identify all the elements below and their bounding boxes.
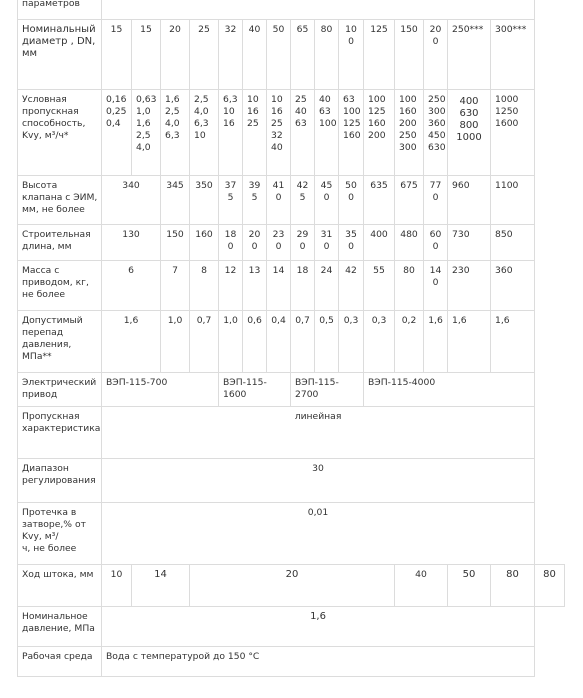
flow-char-label-line: Пропускная xyxy=(22,411,80,422)
leak-label-line: Протечка в xyxy=(22,507,77,518)
stroke-row xyxy=(18,565,565,607)
drive-cell: ВЭП-115-2700 xyxy=(291,373,364,407)
dn-label-cell xyxy=(18,20,102,90)
kvy-value: 16 xyxy=(223,118,235,129)
length-cell: 130 xyxy=(102,225,161,261)
height-cell: 500 xyxy=(339,176,364,225)
kvy-value: 0,25 xyxy=(106,106,127,117)
range-cell: 30 xyxy=(102,459,535,503)
length-cell: 730 xyxy=(448,225,491,261)
kvy-value: 160 xyxy=(368,118,386,129)
kvy-value: 6,3 xyxy=(194,118,209,129)
dp-row xyxy=(18,311,565,373)
kvy-value: 25 xyxy=(271,118,283,129)
kvy-value: 1000 xyxy=(456,132,482,143)
kvy-value: 1250 xyxy=(495,106,519,117)
dp-cell: 1,6 xyxy=(491,311,535,373)
mass-cell: 8 xyxy=(190,261,219,311)
spec-table xyxy=(17,0,565,677)
leak-label-line: затворе,% от xyxy=(22,519,86,530)
kvy-value: 100 xyxy=(368,94,386,105)
length-cell: 400 xyxy=(364,225,395,261)
kvy-cell xyxy=(132,90,161,176)
kvy-cell xyxy=(102,90,132,176)
kvy-value: 10 xyxy=(223,106,235,117)
length-label-line: Строительная xyxy=(22,229,91,240)
drive-label-line: привод xyxy=(22,389,58,400)
kvy-value: 300 xyxy=(428,106,446,117)
pressure-label-line: давление, МПа xyxy=(22,623,95,634)
dn-cell: 250*** xyxy=(448,20,491,90)
length-cell: 350 xyxy=(339,225,364,261)
dn-cell: 65 xyxy=(291,20,315,90)
height-cell: 375 xyxy=(219,176,243,225)
mass-label-line: Масса с xyxy=(22,265,60,276)
dp-cell: 1,6 xyxy=(448,311,491,373)
kvy-value: 1,6 xyxy=(165,94,180,105)
dn-cell: 80 xyxy=(315,20,339,90)
kvy-value: 250 xyxy=(428,94,446,105)
kvy-value: 10 xyxy=(247,94,259,105)
kvy-value: 450 xyxy=(428,130,446,141)
kvy-label-cell xyxy=(18,90,102,176)
kvy-value: 100 xyxy=(319,118,337,129)
drive-cell: ВЭП-115-700 xyxy=(102,373,219,407)
pressure-row xyxy=(18,607,565,647)
kvy-value: 125 xyxy=(368,106,386,117)
stroke-cell: 40 xyxy=(395,565,448,607)
height-cell: 1100 xyxy=(491,176,535,225)
pressure-cell: 1,6 xyxy=(102,607,535,647)
flow-char-label-line: характеристика xyxy=(22,423,101,434)
length-cell: 600 xyxy=(424,225,448,261)
kvy-label-line: Kvy, м³/ч* xyxy=(22,130,69,141)
kvy-value: 100 xyxy=(399,94,417,105)
length-cell: 200 xyxy=(243,225,267,261)
length-cell: 290 xyxy=(291,225,315,261)
kvy-cell xyxy=(219,90,243,176)
kvy-value: 40 xyxy=(271,142,283,153)
dp-cell: 1,0 xyxy=(219,311,243,373)
mass-cell: 7 xyxy=(161,261,190,311)
height-cell: 395 xyxy=(243,176,267,225)
height-cell: 450 xyxy=(315,176,339,225)
medium-row xyxy=(18,647,565,677)
range-row xyxy=(18,459,565,503)
kvy-cell xyxy=(161,90,190,176)
kvy-value: 32 xyxy=(271,130,283,141)
kvy-value: 4,0 xyxy=(194,106,209,117)
mass-label-line: не более xyxy=(22,289,66,300)
dn-cell: 200 xyxy=(424,20,448,90)
dp-label-line: перепад xyxy=(22,327,64,338)
kvy-value: 400 xyxy=(459,96,479,107)
kvy-value: 630 xyxy=(459,108,479,119)
kvy-cell xyxy=(491,90,535,176)
length-label-line: длина, мм xyxy=(22,241,72,252)
kvy-value: 63 xyxy=(343,94,355,105)
dn-cell: 100 xyxy=(339,20,364,90)
param-header-line: параметров xyxy=(22,0,80,9)
height-label-line: мм, не более xyxy=(22,204,85,215)
leak-cell: 0,01 xyxy=(102,503,535,565)
kvy-value: 2,5 xyxy=(136,130,151,141)
medium-label-cell: Рабочая среда xyxy=(18,647,102,677)
leak-label-line: ч, не более xyxy=(22,543,77,554)
dn-cell: 32 xyxy=(219,20,243,90)
kvy-cell xyxy=(190,90,219,176)
kvy-value: 4,0 xyxy=(136,142,151,153)
dp-cell: 0,7 xyxy=(291,311,315,373)
height-cell: 425 xyxy=(291,176,315,225)
kvy-value: 2,5 xyxy=(194,94,209,105)
mass-row xyxy=(18,261,565,311)
kvy-value: 10 xyxy=(194,130,206,141)
length-cell: 230 xyxy=(267,225,291,261)
kvy-cell xyxy=(291,90,315,176)
kvy-value: 63 xyxy=(295,118,307,129)
kvy-value: 0,16 xyxy=(106,94,127,105)
dp-cell: 0,3 xyxy=(339,311,364,373)
height-cell: 345 xyxy=(161,176,190,225)
kvy-value: 10 xyxy=(271,94,283,105)
pressure-label-cell xyxy=(18,607,102,647)
kvy-value: 40 xyxy=(319,94,331,105)
dn-cell: 20 xyxy=(161,20,190,90)
header-row xyxy=(18,0,565,20)
mass-cell: 14 xyxy=(267,261,291,311)
length-cell: 480 xyxy=(395,225,424,261)
height-cell: 350 xyxy=(190,176,219,225)
kvy-label-line: пропускная xyxy=(22,106,79,117)
mass-cell: 18 xyxy=(291,261,315,311)
kvy-value: 1600 xyxy=(495,118,519,129)
mass-cell: 360 xyxy=(491,261,535,311)
stroke-cell: 10 xyxy=(102,565,132,607)
dp-cell: 1,6 xyxy=(424,311,448,373)
kvy-cell xyxy=(395,90,424,176)
flow-char-label-cell xyxy=(18,407,102,459)
kvy-value: 0,63 xyxy=(136,94,157,105)
dp-cell: 0,3 xyxy=(364,311,395,373)
drive-cell: ВЭП-115-1600 xyxy=(219,373,291,407)
length-row xyxy=(18,225,565,261)
height-row xyxy=(18,176,565,225)
kvy-value: 200 xyxy=(399,118,417,129)
dn-cell: 40 xyxy=(243,20,267,90)
leak-label-line: Kvy, м³/ xyxy=(22,531,59,542)
values-header-cell xyxy=(102,0,535,20)
pressure-label-line: Номинальное xyxy=(22,611,88,622)
dn-cell: 125 xyxy=(364,20,395,90)
flow-char-cell: линейная xyxy=(102,407,535,459)
mass-cell: 140 xyxy=(424,261,448,311)
mass-cell: 42 xyxy=(339,261,364,311)
mass-cell: 13 xyxy=(243,261,267,311)
dn-cell: 15 xyxy=(102,20,132,90)
flow-char-row xyxy=(18,407,565,459)
kvy-value: 160 xyxy=(399,106,417,117)
kvy-cell xyxy=(424,90,448,176)
kvy-cell xyxy=(339,90,364,176)
kvy-value: 6,3 xyxy=(165,130,180,141)
range-label-cell xyxy=(18,459,102,503)
medium-cell: Вода с температурой до 150 °С xyxy=(102,647,535,677)
stroke-label-cell: Ход штока, мм xyxy=(18,565,102,607)
mass-cell: 6 xyxy=(102,261,161,311)
dp-cell: 1,6 xyxy=(102,311,161,373)
leak-label-cell xyxy=(18,503,102,565)
kvy-value: 6,3 xyxy=(223,94,238,105)
height-cell: 960 xyxy=(448,176,491,225)
height-cell: 410 xyxy=(267,176,291,225)
height-label-cell xyxy=(18,176,102,225)
drive-cell: ВЭП-115-4000 xyxy=(364,373,535,407)
mass-cell: 24 xyxy=(315,261,339,311)
dn-label-line: мм xyxy=(22,48,38,59)
drive-label-line: Электрический xyxy=(22,377,97,388)
dp-cell: 0,4 xyxy=(267,311,291,373)
dp-cell: 1,0 xyxy=(161,311,190,373)
stroke-cell: 14 xyxy=(132,565,190,607)
drive-row xyxy=(18,373,565,407)
kvy-cell xyxy=(364,90,395,176)
height-cell: 770 xyxy=(424,176,448,225)
dp-label-line: Допустимый xyxy=(22,315,83,326)
kvy-value: 40 xyxy=(295,106,307,117)
stroke-cell: 80 xyxy=(491,565,535,607)
kvy-cell xyxy=(448,90,491,176)
dp-label-line: давления, xyxy=(22,339,72,350)
kvy-value: 2,5 xyxy=(165,106,180,117)
height-cell: 635 xyxy=(364,176,395,225)
dn-label-line: Номинальный xyxy=(22,24,96,35)
kvy-value: 4,0 xyxy=(165,118,180,129)
length-label-cell xyxy=(18,225,102,261)
mass-cell: 230 xyxy=(448,261,491,311)
kvy-label-line: Условная xyxy=(22,94,67,105)
stroke-cell: 20 xyxy=(190,565,395,607)
mass-cell: 80 xyxy=(395,261,424,311)
dn-cell: 15 xyxy=(132,20,161,90)
kvy-cell xyxy=(243,90,267,176)
mass-cell: 55 xyxy=(364,261,395,311)
length-cell: 180 xyxy=(219,225,243,261)
length-cell: 150 xyxy=(161,225,190,261)
dn-row xyxy=(18,20,565,90)
kvy-value: 800 xyxy=(459,120,479,131)
kvy-value: 300 xyxy=(399,142,417,153)
length-cell: 160 xyxy=(190,225,219,261)
mass-label-cell xyxy=(18,261,102,311)
kvy-value: 1,0 xyxy=(136,106,151,117)
mass-cell: 12 xyxy=(219,261,243,311)
kvy-value: 160 xyxy=(343,130,361,141)
dp-cell: 0,2 xyxy=(395,311,424,373)
kvy-value: 360 xyxy=(428,118,446,129)
kvy-value: 63 xyxy=(319,106,331,117)
mass-label-line: приводом, кг, xyxy=(22,277,89,288)
dp-cell: 0,7 xyxy=(190,311,219,373)
leak-row xyxy=(18,503,565,565)
kvy-value: 125 xyxy=(343,118,361,129)
param-header-cell xyxy=(18,0,102,20)
kvy-value: 1,6 xyxy=(136,118,151,129)
kvy-value: 16 xyxy=(247,106,259,117)
dn-cell: 150 xyxy=(395,20,424,90)
kvy-row xyxy=(18,90,565,176)
kvy-value: 250 xyxy=(399,130,417,141)
height-cell: 340 xyxy=(102,176,161,225)
range-label-line: Диапазон xyxy=(22,463,69,474)
kvy-value: 0,4 xyxy=(106,118,121,129)
kvy-value: 1000 xyxy=(495,94,519,105)
kvy-cell xyxy=(315,90,339,176)
kvy-label-line: способность, xyxy=(22,118,86,129)
length-cell: 850 xyxy=(491,225,535,261)
dp-cell: 0,5 xyxy=(315,311,339,373)
kvy-value: 100 xyxy=(343,106,361,117)
dn-label-line: диаметр , DN, xyxy=(22,36,96,47)
kvy-value: 200 xyxy=(368,130,386,141)
dp-cell: 0,6 xyxy=(243,311,267,373)
height-label-line: Высота xyxy=(22,180,58,191)
kvy-value: 630 xyxy=(428,142,446,153)
dn-cell: 300*** xyxy=(491,20,535,90)
dn-cell: 25 xyxy=(190,20,219,90)
dp-label-line: МПа** xyxy=(22,351,52,362)
dn-cell: 50 xyxy=(267,20,291,90)
kvy-cell xyxy=(267,90,291,176)
stroke-cell: 80 xyxy=(535,565,565,607)
stroke-cell: 50 xyxy=(448,565,491,607)
drive-label-cell xyxy=(18,373,102,407)
height-cell: 675 xyxy=(395,176,424,225)
kvy-value: 25 xyxy=(247,118,259,129)
dp-label-cell xyxy=(18,311,102,373)
height-label-line: клапана с ЭИМ, xyxy=(22,192,98,203)
range-label-line: регулирования xyxy=(22,475,96,486)
length-cell: 310 xyxy=(315,225,339,261)
kvy-value: 16 xyxy=(271,106,283,117)
kvy-value: 25 xyxy=(295,94,307,105)
